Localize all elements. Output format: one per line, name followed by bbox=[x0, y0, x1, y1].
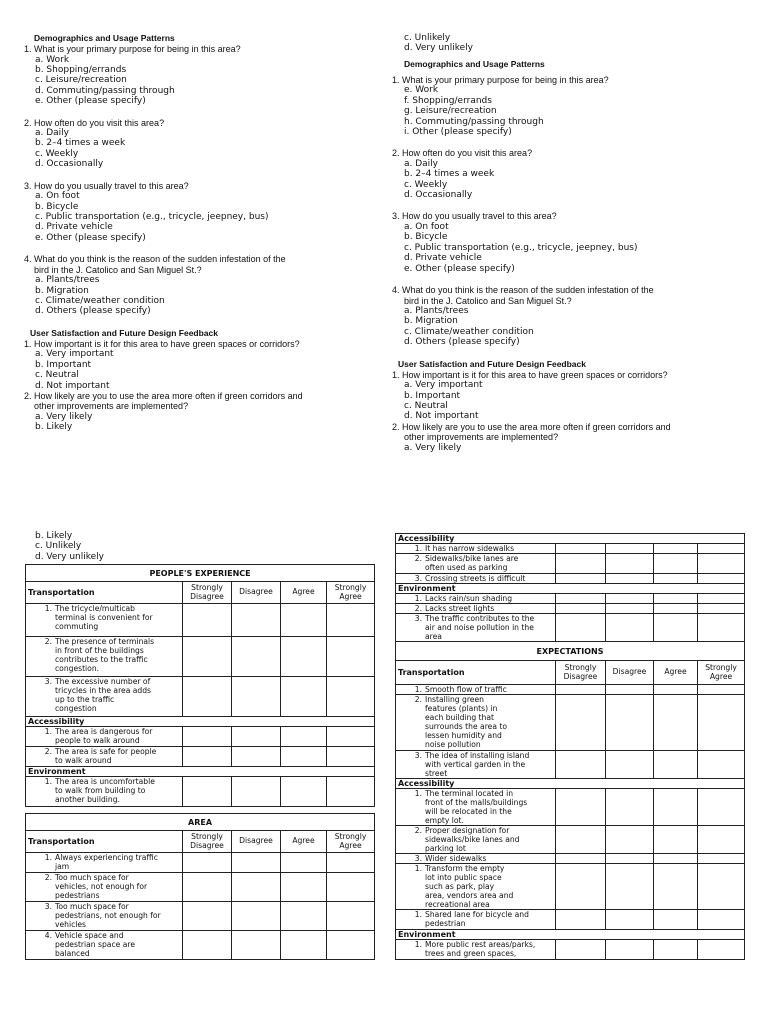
statement: 3. Crossing streets is difficult bbox=[396, 574, 556, 584]
statement: 1. The area is uncomfortable to walk from building to another building. bbox=[26, 777, 183, 807]
table-row bbox=[396, 554, 745, 574]
option[interactable]: a. Daily bbox=[35, 128, 70, 139]
scale-agree: Agree bbox=[281, 582, 327, 604]
rating-cell[interactable] bbox=[556, 789, 606, 826]
peoples-experience-table bbox=[25, 564, 375, 807]
rating-cell[interactable] bbox=[281, 853, 327, 873]
scale-strongly-disagree: Strongly Disagree bbox=[183, 831, 232, 853]
rating-cell[interactable] bbox=[327, 873, 375, 902]
statement: 1. Lacks rain/sun shading bbox=[396, 594, 556, 604]
rating-cell[interactable] bbox=[654, 826, 698, 854]
scale-disagree: Disagree bbox=[606, 661, 654, 685]
rating-cell[interactable] bbox=[606, 594, 654, 604]
option[interactable]: d. Private vehicle bbox=[404, 253, 482, 264]
scale-disagree: Disagree bbox=[232, 582, 281, 604]
option[interactable]: a. Plants/trees bbox=[35, 275, 100, 286]
rating-cell[interactable] bbox=[698, 826, 745, 854]
statement: 1. Always experiencing traffic jam bbox=[26, 853, 183, 873]
rating-cell[interactable] bbox=[232, 747, 281, 767]
option[interactable]: f. Shopping/errands bbox=[404, 95, 492, 106]
rating-cell[interactable] bbox=[327, 604, 375, 637]
rating-cell[interactable] bbox=[183, 637, 232, 677]
section-heading-satisfaction: User Satisfaction and Future Design Feedback bbox=[30, 327, 218, 338]
rating-cell[interactable] bbox=[698, 751, 745, 779]
category-transportation: Transportation bbox=[26, 582, 183, 604]
question-1: 1. What is your primary purpose for being in this area? bbox=[392, 74, 609, 85]
option[interactable]: c. Neutral bbox=[35, 370, 79, 381]
table-title: PEOPLE'S EXPERIENCE bbox=[26, 565, 375, 582]
table-row bbox=[26, 637, 375, 677]
statement: 2. Sidewalks/bike lanes are often used as parking bbox=[396, 554, 556, 574]
rating-cell[interactable] bbox=[654, 910, 698, 930]
category-environment: Environment bbox=[26, 767, 375, 777]
option[interactable]: a. Daily bbox=[404, 158, 439, 169]
rating-cell[interactable] bbox=[606, 940, 654, 960]
continued-options bbox=[392, 33, 752, 54]
top-right-questionnaire bbox=[392, 33, 752, 453]
scale-strongly-agree: Strongly Agree bbox=[698, 661, 745, 685]
scale-strongly-agree: Strongly Agree bbox=[327, 582, 375, 604]
section-heading-demographics: Demographics and Usage Patterns bbox=[404, 58, 545, 69]
statement: 2. Lacks street lights bbox=[396, 604, 556, 614]
option[interactable]: c. Weekly bbox=[404, 179, 448, 190]
question-2-options bbox=[24, 128, 374, 170]
question-3: 3. How do you usually travel to this area? bbox=[392, 211, 557, 222]
question-4-options bbox=[24, 275, 374, 317]
rating-cell[interactable] bbox=[606, 910, 654, 930]
table-row bbox=[396, 940, 745, 960]
rating-cell[interactable] bbox=[654, 695, 698, 751]
table-row bbox=[396, 544, 745, 554]
rating-cell[interactable] bbox=[698, 685, 745, 695]
area-table bbox=[25, 813, 375, 960]
table-row bbox=[396, 751, 745, 779]
statement: 1. The tricycle/multicab terminal is convenient for commuting bbox=[26, 604, 183, 637]
rating-cell[interactable] bbox=[698, 854, 745, 864]
bottom-left-continued-options bbox=[35, 531, 235, 562]
rating-cell[interactable] bbox=[698, 544, 745, 554]
option[interactable]: d. Occasionally bbox=[404, 190, 473, 201]
rating-cell[interactable] bbox=[606, 864, 654, 910]
table-row bbox=[26, 747, 375, 767]
table-row bbox=[396, 574, 745, 584]
option[interactable]: d. Others (please specify) bbox=[404, 337, 520, 348]
scale-strongly-agree: Strongly Agree bbox=[327, 831, 375, 853]
question-2-options bbox=[392, 159, 752, 201]
table-title-expectations: EXPECTATIONS bbox=[396, 642, 745, 661]
section-heading-demographics: Demographics and Usage Patterns bbox=[34, 33, 175, 43]
table-title: AREA bbox=[26, 814, 375, 831]
rating-cell[interactable] bbox=[183, 777, 232, 807]
rating-cell[interactable] bbox=[183, 727, 232, 747]
category-accessibility: Accessibility bbox=[26, 717, 375, 727]
rating-cell[interactable] bbox=[556, 604, 606, 614]
statement: 1. The area is dangerous for people to walk around bbox=[26, 727, 183, 747]
rating-cell[interactable] bbox=[183, 902, 232, 931]
table-row bbox=[26, 777, 375, 807]
rating-cell[interactable] bbox=[556, 695, 606, 751]
option[interactable]: d. Occasionally bbox=[35, 159, 104, 170]
question-4-cont: bird in the J. Catolico and San Miguel St.? bbox=[404, 295, 572, 306]
category-environment: Environment bbox=[396, 584, 745, 594]
rating-cell[interactable] bbox=[232, 637, 281, 677]
satisfaction-question-2: 2. How likely are you to use the area more often if green corridors and bbox=[392, 421, 671, 432]
satisfaction-question-2-cont: other improvements are implemented? bbox=[404, 432, 559, 443]
question-2: 2. How often do you visit this area? bbox=[24, 117, 165, 128]
rating-cell[interactable] bbox=[183, 604, 232, 637]
statement: 1. Transform the empty lot into public space such as park, play area, vendors area and recreational area bbox=[396, 864, 556, 910]
question-4-cont: bird in the J. Catolico and San Miguel St.? bbox=[34, 264, 202, 275]
statement: 1. It has narrow sidewalks bbox=[396, 544, 556, 554]
expectations-table bbox=[395, 533, 745, 960]
rating-cell[interactable] bbox=[698, 594, 745, 604]
rating-cell[interactable] bbox=[606, 695, 654, 751]
rating-cell[interactable] bbox=[606, 604, 654, 614]
satisfaction-question-2-cont: other improvements are implemented? bbox=[34, 401, 189, 412]
satisfaction-question-1-options bbox=[392, 380, 752, 422]
satisfaction-question-1: 1. How important is it for this area to have green spaces or corridors? bbox=[24, 338, 300, 349]
option[interactable]: c. Climate/weather condition bbox=[404, 326, 534, 337]
rating-cell[interactable] bbox=[654, 789, 698, 826]
section-heading-satisfaction: User Satisfaction and Future Design Feedback bbox=[398, 358, 586, 369]
scale-agree: Agree bbox=[281, 831, 327, 853]
table-row bbox=[396, 614, 745, 642]
statement: 3. Too much space for pedestrians, not enough for vehicles bbox=[26, 902, 183, 931]
rating-cell[interactable] bbox=[654, 864, 698, 910]
option[interactable]: b. Migration bbox=[404, 316, 458, 327]
rating-cell[interactable] bbox=[698, 554, 745, 574]
table-row bbox=[396, 695, 745, 751]
rating-cell[interactable] bbox=[232, 727, 281, 747]
option[interactable]: e. Other (please specify) bbox=[35, 232, 146, 243]
rating-cell[interactable] bbox=[606, 685, 654, 695]
question-3-options bbox=[392, 222, 752, 274]
scale-strongly-disagree: Strongly Disagree bbox=[556, 661, 606, 685]
option[interactable]: e. Other (please specify) bbox=[35, 96, 146, 107]
rating-cell[interactable] bbox=[556, 864, 606, 910]
table-row bbox=[26, 902, 375, 931]
option[interactable]: b. Migration bbox=[35, 285, 89, 296]
rating-cell[interactable] bbox=[556, 910, 606, 930]
option[interactable]: c. Neutral bbox=[404, 400, 448, 411]
rating-cell[interactable] bbox=[281, 777, 327, 807]
option[interactable]: d. Very unlikely bbox=[404, 43, 473, 54]
question-4: 4. What do you think is the reason of the sudden infestation of the bbox=[24, 254, 286, 265]
table-row bbox=[396, 604, 745, 614]
table-row bbox=[396, 910, 745, 930]
rating-cell[interactable] bbox=[654, 751, 698, 779]
option[interactable]: b. Bicycle bbox=[35, 201, 79, 212]
rating-cell[interactable] bbox=[654, 594, 698, 604]
satisfaction-question-1: 1. How important is it for this area to have green spaces or corridors? bbox=[392, 369, 668, 380]
statement: 2. Proper designation for sidewalks/bike lanes and parking lot bbox=[396, 826, 556, 854]
option[interactable]: c. Public transportation (e.g., tricycle, jeepney, bus) bbox=[35, 211, 269, 222]
rating-cell[interactable] bbox=[281, 604, 327, 637]
option[interactable]: d. Not important bbox=[404, 411, 479, 422]
rating-cell[interactable] bbox=[556, 574, 606, 584]
statement: 1. More public rest areas/parks, trees and green spaces, bbox=[396, 940, 556, 960]
option[interactable]: a. Plants/trees bbox=[404, 306, 469, 316]
question-1: 1. What is your primary purpose for being in this area? bbox=[24, 44, 241, 54]
rating-cell[interactable] bbox=[654, 554, 698, 574]
rating-cell[interactable] bbox=[606, 554, 654, 574]
statement: 2. The area is safe for people to walk around bbox=[26, 747, 183, 767]
rating-cell[interactable] bbox=[698, 789, 745, 826]
option[interactable]: b. Likely bbox=[35, 531, 73, 541]
rating-cell[interactable] bbox=[232, 853, 281, 873]
rating-cell[interactable] bbox=[654, 614, 698, 642]
rating-cell[interactable] bbox=[654, 940, 698, 960]
rating-cell[interactable] bbox=[327, 637, 375, 677]
statement: 1. The terminal located in front of the malls/buildings will be relocated in the empty lot. bbox=[396, 789, 556, 826]
option[interactable]: d. Private vehicle bbox=[35, 222, 113, 233]
rating-cell[interactable] bbox=[281, 873, 327, 902]
option[interactable]: a. On foot bbox=[35, 191, 80, 202]
rating-cell[interactable] bbox=[556, 614, 606, 642]
question-4: 4. What do you think is the reason of the sudden infestation of the bbox=[392, 285, 654, 295]
table-row bbox=[396, 864, 745, 910]
option[interactable]: d. Others (please specify) bbox=[35, 306, 151, 317]
rating-cell[interactable] bbox=[556, 554, 606, 574]
question-1-options bbox=[24, 55, 374, 107]
rating-cell[interactable] bbox=[606, 614, 654, 642]
option[interactable]: b. 2–4 times a week bbox=[35, 138, 126, 149]
rating-cell[interactable] bbox=[232, 604, 281, 637]
table-row bbox=[396, 826, 745, 854]
rating-cell[interactable] bbox=[232, 873, 281, 902]
rating-cell[interactable] bbox=[606, 854, 654, 864]
rating-cell[interactable] bbox=[232, 902, 281, 931]
rating-cell[interactable] bbox=[698, 614, 745, 642]
rating-cell[interactable] bbox=[556, 685, 606, 695]
table-row bbox=[26, 873, 375, 902]
rating-cell[interactable] bbox=[556, 544, 606, 554]
category-accessibility: Accessibility bbox=[396, 534, 745, 544]
statement: 4. Vehicle space and pedestrian space are balanced bbox=[26, 931, 183, 960]
rating-cell[interactable] bbox=[556, 854, 606, 864]
rating-cell[interactable] bbox=[698, 604, 745, 614]
statement: 2. Too much space for vehicles, not enough for pedestrians bbox=[26, 873, 183, 902]
rating-cell[interactable] bbox=[327, 727, 375, 747]
option[interactable]: c. Unlikely bbox=[35, 541, 82, 552]
option[interactable]: i. Other (please specify) bbox=[404, 126, 512, 137]
question-3: 3. How do you usually travel to this area? bbox=[24, 180, 189, 191]
rating-cell[interactable] bbox=[606, 826, 654, 854]
rating-cell[interactable] bbox=[556, 826, 606, 854]
rating-cell[interactable] bbox=[606, 751, 654, 779]
rating-cell[interactable] bbox=[654, 574, 698, 584]
table-row bbox=[26, 853, 375, 873]
satisfaction-question-1-options bbox=[24, 349, 374, 391]
rating-cell[interactable] bbox=[698, 864, 745, 910]
rating-cell[interactable] bbox=[556, 751, 606, 779]
table-row bbox=[396, 854, 745, 864]
rating-cell[interactable] bbox=[183, 931, 232, 960]
rating-cell[interactable] bbox=[281, 727, 327, 747]
category-accessibility: Accessibility bbox=[396, 779, 745, 789]
statement: 3. The idea of installing island with vertical garden in the street bbox=[396, 751, 556, 779]
rating-cell[interactable] bbox=[183, 747, 232, 767]
question-2: 2. How often do you visit this area? bbox=[392, 148, 533, 159]
rating-cell[interactable] bbox=[606, 544, 654, 554]
table-row bbox=[26, 604, 375, 637]
rating-cell[interactable] bbox=[556, 940, 606, 960]
rating-cell[interactable] bbox=[698, 910, 745, 930]
option[interactable]: e. Other (please specify) bbox=[404, 263, 515, 274]
table-row bbox=[396, 685, 745, 695]
rating-cell[interactable] bbox=[654, 685, 698, 695]
option[interactable]: g. Leisure/recreation bbox=[404, 106, 497, 117]
table-row bbox=[396, 789, 745, 826]
statement: 3. The excessive number of tricycles in the area adds up to the traffic congestion bbox=[26, 677, 183, 717]
option[interactable]: d. Not important bbox=[35, 380, 110, 391]
table-row bbox=[26, 677, 375, 717]
rating-cell[interactable] bbox=[606, 574, 654, 584]
rating-cell[interactable] bbox=[327, 747, 375, 767]
option[interactable]: a. Work bbox=[35, 54, 70, 65]
option[interactable]: b. Shopping/errands bbox=[35, 64, 127, 75]
option[interactable]: c. Climate/weather condition bbox=[35, 296, 165, 306]
option[interactable]: b. 2–4 times a week bbox=[404, 169, 495, 180]
table-row bbox=[396, 594, 745, 604]
rating-cell[interactable] bbox=[232, 931, 281, 960]
rating-cell[interactable] bbox=[556, 594, 606, 604]
category-transportation: Transportation bbox=[396, 661, 556, 685]
option[interactable]: c. Public transportation (e.g., tricycle, jeepney, bus) bbox=[404, 242, 638, 253]
rating-cell[interactable] bbox=[183, 677, 232, 717]
rating-cell[interactable] bbox=[232, 777, 281, 807]
statement: 2. The presence of terminals in front of the buildings contributes to the traffic congestion. bbox=[26, 637, 183, 677]
option[interactable]: d. Commuting/passing through bbox=[35, 85, 175, 96]
statement: 3. The traffic contributes to the air and noise pollution in the area bbox=[396, 614, 556, 642]
category-environment: Environment bbox=[396, 930, 745, 940]
rating-cell[interactable] bbox=[327, 931, 375, 960]
option[interactable]: b. Important bbox=[35, 359, 92, 370]
scale-disagree: Disagree bbox=[232, 831, 281, 853]
option[interactable]: e. Work bbox=[404, 85, 439, 96]
rating-cell[interactable] bbox=[232, 677, 281, 717]
satisfaction-question-2-options bbox=[24, 412, 374, 433]
rating-cell[interactable] bbox=[327, 677, 375, 717]
rating-cell[interactable] bbox=[654, 544, 698, 554]
statement: 1. Smooth flow of traffic bbox=[396, 685, 556, 695]
option[interactable]: d. Very unlikely bbox=[35, 551, 104, 562]
option[interactable]: c. Unlikely bbox=[404, 33, 451, 43]
satisfaction-question-2-options bbox=[392, 443, 752, 453]
rating-cell[interactable] bbox=[281, 902, 327, 931]
rating-cell[interactable] bbox=[698, 574, 745, 584]
question-4-options bbox=[392, 306, 752, 348]
top-left-questionnaire bbox=[24, 33, 374, 433]
rating-cell[interactable] bbox=[281, 677, 327, 717]
option[interactable]: a. Very likely bbox=[35, 411, 93, 422]
satisfaction-question-2: 2. How likely are you to use the area more often if green corridors and bbox=[24, 390, 303, 401]
option[interactable]: c. Weekly bbox=[35, 148, 79, 159]
option[interactable]: a. Very likely bbox=[404, 442, 462, 453]
question-1-options bbox=[392, 85, 752, 137]
rating-cell[interactable] bbox=[327, 902, 375, 931]
question-3-options bbox=[24, 191, 374, 243]
option[interactable]: a. Very important bbox=[404, 380, 483, 391]
rating-cell[interactable] bbox=[654, 604, 698, 614]
option[interactable]: a. Very important bbox=[35, 349, 114, 360]
option[interactable]: b. Likely bbox=[35, 422, 73, 433]
rating-cell[interactable] bbox=[281, 637, 327, 677]
scale-agree: Agree bbox=[654, 661, 698, 685]
statement: 1. Shared lane for bicycle and pedestrian bbox=[396, 910, 556, 930]
option[interactable]: b. Bicycle bbox=[404, 232, 448, 243]
rating-cell[interactable] bbox=[183, 853, 232, 873]
rating-cell[interactable] bbox=[698, 695, 745, 751]
rating-cell[interactable] bbox=[327, 777, 375, 807]
scale-strongly-disagree: Strongly Disagree bbox=[183, 582, 232, 604]
rating-cell[interactable] bbox=[281, 931, 327, 960]
rating-cell[interactable] bbox=[281, 747, 327, 767]
option[interactable]: b. Important bbox=[404, 390, 461, 401]
category-transportation: Transportation bbox=[26, 831, 183, 853]
rating-cell[interactable] bbox=[327, 853, 375, 873]
rating-cell[interactable] bbox=[654, 854, 698, 864]
rating-cell[interactable] bbox=[183, 873, 232, 902]
option[interactable]: h. Commuting/passing through bbox=[404, 116, 544, 127]
option[interactable]: a. On foot bbox=[404, 221, 449, 232]
table-row bbox=[26, 727, 375, 747]
table-row bbox=[26, 931, 375, 960]
statement: 2. Installing green features (plants) in each building that surrounds the area to lessen humidity and noise pollution bbox=[396, 695, 556, 751]
option[interactable]: c. Leisure/recreation bbox=[35, 75, 127, 86]
rating-cell[interactable] bbox=[698, 940, 745, 960]
statement: 3. Wider sidewalks bbox=[396, 854, 556, 864]
rating-cell[interactable] bbox=[606, 789, 654, 826]
